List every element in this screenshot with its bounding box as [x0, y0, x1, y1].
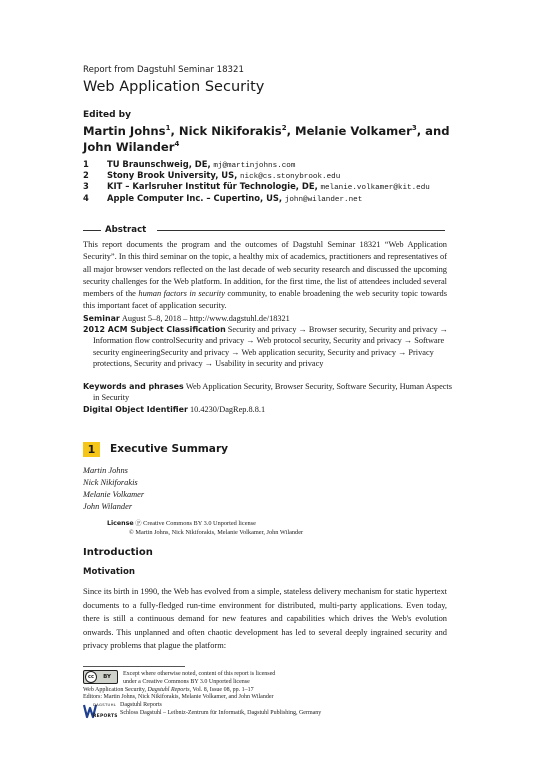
summary-author: Martin Johns — [83, 466, 128, 475]
editor-separator: , and — [416, 123, 450, 138]
doi-label: Digital Object Identifier — [83, 405, 188, 414]
editor-affiliation-marker: 3 — [411, 124, 417, 132]
seminar-info — [83, 313, 447, 324]
affiliation-number: 1 — [83, 159, 89, 169]
affiliation-name: KIT – Karlsruher Institut für Technologie, DE, — [107, 181, 318, 191]
introduction-heading: Introduction — [83, 547, 153, 558]
affiliation-email[interactable]: john@wilander.net — [284, 196, 363, 204]
license-name[interactable]: Creative Commons BY 3.0 Unported license — [143, 520, 256, 527]
footer-license-line: under a Creative Commons BY 3.0 Unported license — [123, 678, 250, 685]
footer-info — [83, 687, 274, 702]
affiliation-number: 2 — [83, 170, 89, 180]
motivation-subheading: Motivation — [83, 567, 135, 577]
footer-citation-part: , Vol. 8, Issue 08, pp. 1–17 — [189, 687, 254, 693]
seminar-label: Seminar — [83, 314, 120, 323]
affiliation-item — [83, 159, 295, 170]
editor-name: John Wilander — [83, 139, 175, 154]
license-copyright: © Martin Johns, Nick Nikiforakis, Melanie Volkamer, John Wilander — [129, 529, 304, 537]
footer-license-line: Except where otherwise noted, content of this report is licensed — [123, 671, 276, 677]
edited-by-label: Edited by — [83, 110, 131, 120]
acm-label: 2012 ACM Subject Classification — [83, 325, 226, 334]
section-title: Executive Summary — [110, 443, 229, 455]
footer-rule — [83, 666, 185, 667]
cc-icon: Ⓟ — [135, 520, 142, 527]
dagstuhl-reports-logo — [83, 702, 117, 720]
affiliation-number: 3 — [83, 181, 89, 191]
footer-journal-name: Dagstuhl Reports — [147, 687, 190, 693]
license-block — [107, 519, 303, 538]
affiliation-email[interactable]: mj@martinjohns.com — [213, 162, 296, 170]
report-source: Report from Dagstuhl Seminar 18321 — [83, 65, 244, 75]
affiliation-item — [83, 193, 362, 204]
footer-series: Dagstuhl Reports — [120, 702, 162, 708]
doi-info — [83, 404, 447, 415]
logo-text-bottom: REPORTS — [93, 714, 118, 719]
affiliation-number: 4 — [83, 193, 89, 203]
editor-separator: , — [170, 123, 179, 138]
license-label: License — [107, 520, 134, 527]
editor-affiliation-marker: 2 — [281, 124, 287, 132]
keywords-value: Web Application Security, Browser Security, Software Security, Human Aspects in Security — [93, 382, 452, 403]
affiliation-email[interactable]: melanie.volkamer@kit.edu — [320, 184, 430, 192]
affiliation-name: Apple Computer Inc. – Cupertino, US, — [107, 193, 283, 203]
editor-separator: , — [286, 123, 296, 138]
cc-by-badge-icon[interactable] — [83, 670, 118, 684]
abstract-text-part: community, to enable broadening the web security topic towards this important facet of application security. — [83, 289, 447, 311]
abstract-emphasis: human factors in security — [138, 289, 225, 299]
footer-publisher — [120, 702, 321, 717]
footer-citation-part: Web Application Security, — [83, 687, 148, 693]
affiliation-item — [83, 181, 430, 192]
abstract-rule-left — [83, 230, 101, 231]
acm-value: Security and privacy → Browser security, Security and privacy → Information flow controlSecurity and privacy → Web protocol security, Security and privacy → Software security engineeringSecurity and privacy → Web application security, Security and privacy → Privacy protections, Security and privacy → Usability in security and privacy — [93, 325, 448, 369]
abstract-header — [83, 225, 445, 235]
acm-classification — [83, 324, 457, 370]
abstract-text — [83, 239, 447, 313]
summary-author: Melanie Volkamer — [83, 490, 145, 499]
editor-name: Melanie Volkamer — [295, 123, 412, 138]
summary-author: John Wilander — [83, 502, 133, 511]
editor-affiliation-marker: 1 — [165, 124, 171, 132]
summary-authors — [83, 465, 144, 513]
cc-icon: cc — [85, 671, 97, 683]
section-number-badge: 1 — [83, 442, 100, 457]
report-title: Web Application Security — [83, 79, 265, 95]
by-icon: BY — [103, 674, 111, 680]
abstract-rule-right — [157, 230, 445, 231]
editor-affiliation-marker: 4 — [174, 139, 180, 148]
abstract-text-part: This report documents the program and the outcomes of Dagstuhl Seminar 18321 “Web Application Security”. In this third seminar on the topic, a healthy mix of academics, practitioners and representatives of all major browser vendors reflected on the last decade of web security research and discussed the upcoming security challenges for the Web platform. In addition, for the first time, the list of attendees included several members of the — [83, 240, 447, 299]
seminar-value[interactable]: August 5–8, 2018 – http://www.dagstuhl.de/18321 — [121, 314, 290, 323]
doi-value[interactable]: 10.4230/DagRep.8.8.1 — [189, 405, 266, 414]
editor-name: Nick Nikiforakis — [178, 123, 282, 138]
summary-author: Nick Nikiforakis — [83, 478, 138, 487]
keywords-label: Keywords and phrases — [83, 382, 184, 391]
editor-list — [83, 122, 453, 154]
footer-license — [123, 671, 275, 686]
body-paragraph: Since its birth in 1990, the Web has evolved from a simple, stateless delivery mechanism for static hypertext documents to a fully-fledged run-time environment for distributed, multi-party applications. Even today, there is still a continuous demand for new features and capabilities which drives the Web's evolution onwards. This unplanned and often chaotic development has led to several deeply ingrained security and privacy problems that plague the platform: — [83, 587, 447, 650]
footer-editors: Editors: Martin Johns, Nick Nikiforakis, Melanie Volkamer, and John Wilander — [83, 694, 274, 701]
affiliation-item — [83, 170, 340, 181]
affiliation-name: TU Braunschweig, DE, — [107, 159, 211, 169]
logo-text-top: DAGSTUHL — [93, 702, 117, 707]
affiliation-email[interactable]: nick@cs.stonybrook.edu — [240, 173, 341, 181]
keywords — [83, 381, 457, 404]
editor-name: Martin Johns — [83, 123, 166, 138]
affiliation-name: Stony Brook University, US, — [107, 170, 238, 180]
abstract-label: Abstract — [105, 225, 147, 235]
footer-publisher-name: Schloss Dagstuhl – Leibniz-Zentrum für Informatik, Dagstuhl Publishing, Germany — [120, 709, 322, 716]
